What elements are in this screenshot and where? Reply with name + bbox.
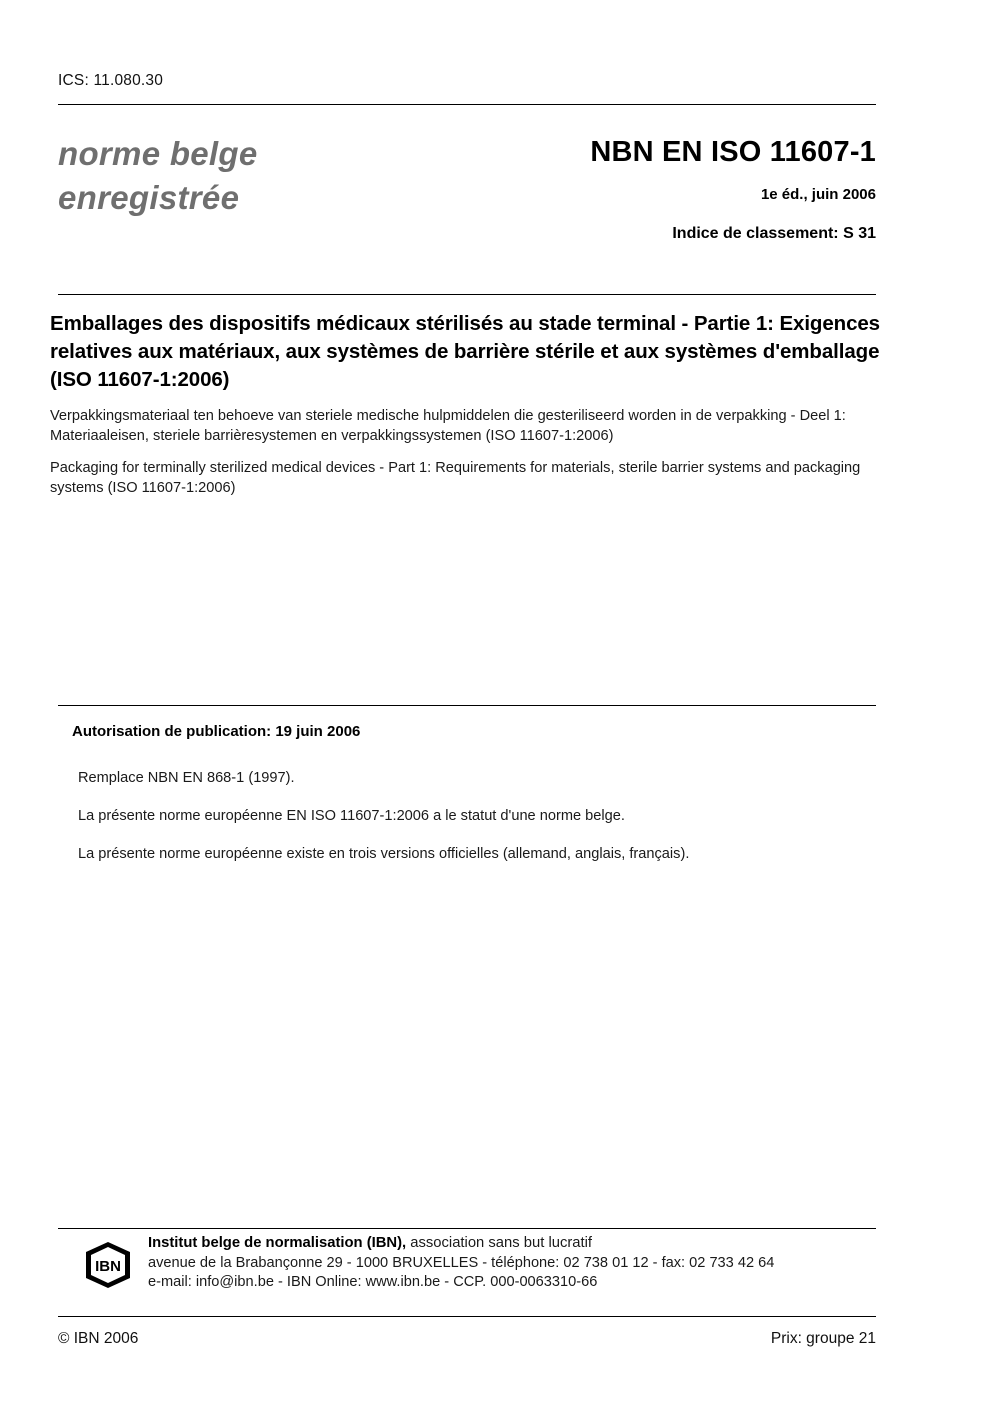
standard-classification: Indice de classement: S 31 bbox=[672, 225, 876, 242]
ics-code: ICS: 11.080.30 bbox=[58, 72, 164, 89]
title-french: Emballages des dispositifs médicaux stérilisés au stade terminal - Partie 1: Exigences relatives aux matériaux, aux systèmes de barrière stérile et aux systèmes d'emballage (ISO 11607-1:2006) bbox=[50, 312, 880, 391]
title-english: Packaging for terminally sterilized medical devices - Part 1: Requirements for materials, sterile barrier systems and packaging systems (ISO 11607-1:2006) bbox=[50, 460, 861, 496]
svg-text:IBN: IBN bbox=[95, 1258, 121, 1275]
standard-edition: 1e éd., juin 2006 bbox=[760, 186, 876, 203]
publication-note: La présente norme européenne EN ISO 11607-1:2006 a le statut d'une norme belge. bbox=[78, 808, 625, 824]
footer-organisation-line bbox=[148, 1234, 888, 1254]
divider-top bbox=[58, 104, 876, 105]
masthead-line-2: enregistrée bbox=[58, 179, 240, 216]
publication-notes bbox=[78, 768, 868, 882]
publication-note: La présente norme européenne existe en trois versions officielles (allemand, anglais, français). bbox=[78, 846, 690, 862]
standard-number: NBN EN ISO 11607-1 bbox=[590, 136, 876, 168]
title-block bbox=[50, 310, 886, 498]
standard-identification bbox=[446, 136, 876, 243]
masthead bbox=[58, 132, 478, 220]
copyright-notice: © IBN 2006 bbox=[58, 1330, 139, 1347]
footer-organisation-suffix: association sans but lucratif bbox=[406, 1235, 593, 1251]
footer-organisation: Institut belge de normalisation (IBN), bbox=[148, 1235, 407, 1251]
ibn-logo-icon bbox=[82, 1240, 134, 1290]
footer-contact-block bbox=[148, 1234, 888, 1293]
price-group: Prix: groupe 21 bbox=[770, 1330, 876, 1347]
title-dutch: Verpakkingsmateriaal ten behoeve van steriele medische hulpmiddelen die gesteriliseerd worden in de verpakking - Deel 1: Materiaaleisen, steriele barrièresystemen en verpakkingssystemen (ISO 11607-1:2006) bbox=[50, 408, 846, 444]
masthead-line-1: norme belge bbox=[58, 135, 258, 172]
divider-footer bbox=[58, 1228, 876, 1229]
divider-middle bbox=[58, 294, 876, 295]
publication-authorisation: Autorisation de publication: 19 juin 2006 bbox=[72, 723, 361, 740]
footer-contact: e-mail: info@ibn.be - IBN Online: www.ibn.be - CCP. 000-0063310-66 bbox=[148, 1274, 598, 1290]
divider-lower bbox=[58, 705, 876, 706]
divider-bottom bbox=[58, 1316, 876, 1317]
footer-address: avenue de la Brabançonne 29 - 1000 BRUXELLES - téléphone: 02 738 01 12 - fax: 02 733 42 64 bbox=[148, 1254, 775, 1271]
publication-note: Remplace NBN EN 868-1 (1997). bbox=[78, 770, 295, 786]
